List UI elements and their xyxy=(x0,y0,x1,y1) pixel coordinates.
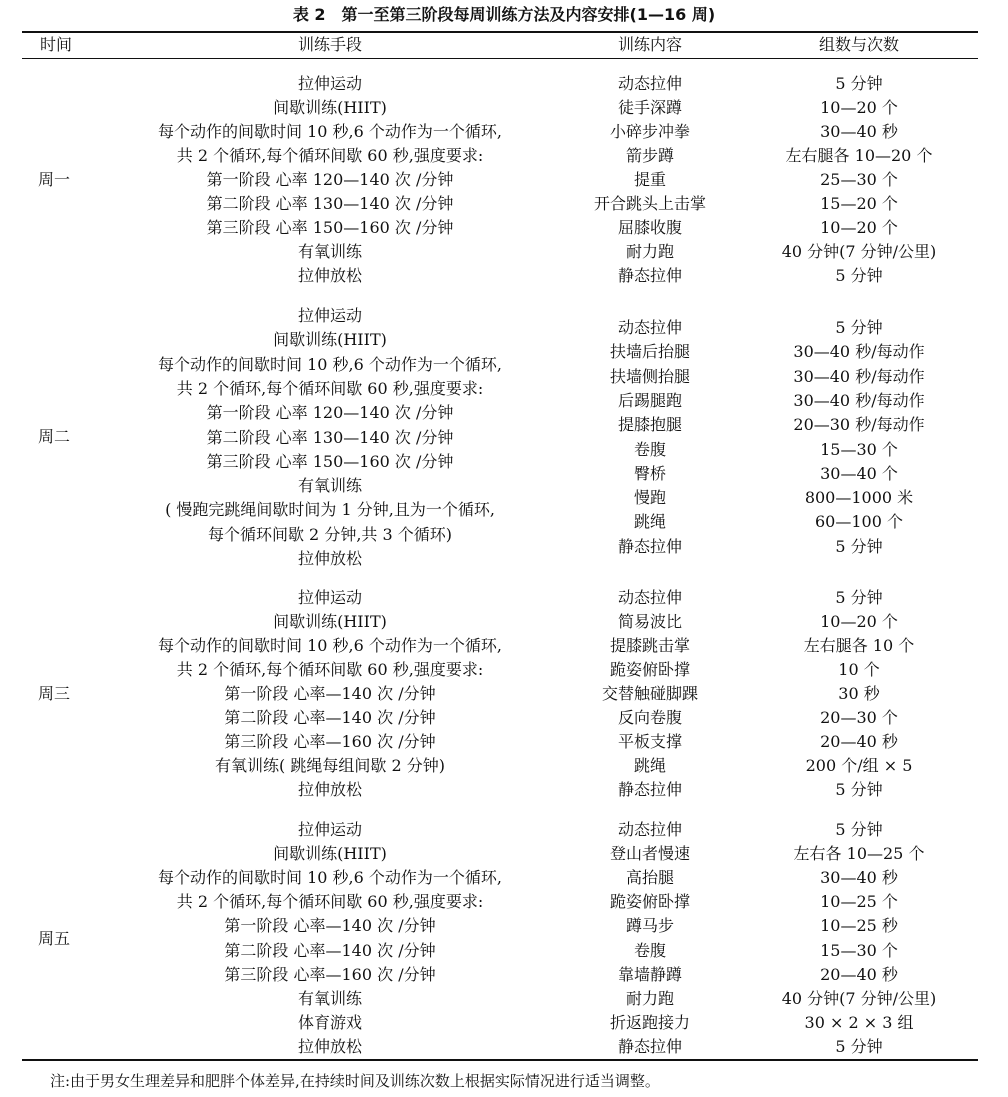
method-line: 每个动作的间歇时间 10 秒,6 个动作为一个循环, xyxy=(158,868,502,887)
method-line: 间歇训练(HIIT) xyxy=(273,330,387,349)
content-cell: 跳绳 xyxy=(633,512,666,531)
count-cell: 15—20 个 xyxy=(820,194,898,213)
method-line: 第三阶段 心率—160 次 /分钟 xyxy=(224,965,436,984)
count-cell: 30—40 秒 xyxy=(820,122,898,141)
content-cell: 靠墙静蹲 xyxy=(617,965,682,984)
count-cell: 5 分钟 xyxy=(835,1037,883,1056)
method-line: 间歇训练(HIIT) xyxy=(273,844,387,863)
table-caption: 表 2 第一至第三阶段每周训练方法及内容安排(1—16 周) xyxy=(292,5,716,24)
count-cell: 30—40 秒 xyxy=(820,868,898,887)
content-cell: 提重 xyxy=(633,170,666,189)
method-line: 有氧训练 xyxy=(297,476,362,495)
method-line: 有氧训练( 跳绳每组间歇 2 分钟) xyxy=(215,756,445,775)
count-cell: 40 分钟(7 分钟/公里) xyxy=(781,242,937,261)
method-line: 第三阶段 心率 150—160 次 /分钟 xyxy=(206,452,454,471)
content-cell: 扶墙后抬腿 xyxy=(609,342,690,361)
method-line: 第二阶段 心率—140 次 /分钟 xyxy=(224,941,436,960)
method-line: 每个动作的间歇时间 10 秒,6 个动作为一个循环, xyxy=(158,636,502,655)
count-cell: 30 秒 xyxy=(838,684,880,703)
method-line: 体育游戏 xyxy=(297,1013,362,1032)
count-cell: 30 × 2 × 3 组 xyxy=(804,1013,914,1032)
content-cell: 箭步蹲 xyxy=(625,146,674,165)
method-line: 每个动作的间歇时间 10 秒,6 个动作为一个循环, xyxy=(158,355,502,374)
count-cell: 10—25 个 xyxy=(820,892,898,911)
method-line: 共 2 个循环,每个循环间歇 60 秒,强度要求: xyxy=(176,146,484,165)
count-cell: 10—20 个 xyxy=(820,612,898,631)
content-cell: 小碎步冲拳 xyxy=(609,122,690,141)
count-cell: 30—40 秒/每动作 xyxy=(793,367,925,386)
content-cell: 静态拉伸 xyxy=(617,780,682,799)
content-cell: 屈膝收腹 xyxy=(617,218,682,237)
content-cell: 登山者慢速 xyxy=(609,844,690,863)
method-line: 第一阶段 心率—140 次 /分钟 xyxy=(224,916,436,935)
method-line: 每个动作的间歇时间 10 秒,6 个动作为一个循环, xyxy=(158,122,502,141)
content-cell: 慢跑 xyxy=(633,488,666,507)
content-cell: 静态拉伸 xyxy=(617,266,682,285)
content-cell: 提膝抱腿 xyxy=(617,415,682,434)
method-line: 拉伸放松 xyxy=(297,780,362,799)
count-cell: 10—20 个 xyxy=(820,98,898,117)
week-label: 周二 xyxy=(38,427,71,446)
method-line: 拉伸放松 xyxy=(297,1037,362,1056)
count-cell: 200 个/组 × 5 xyxy=(805,756,913,775)
count-cell: 15—30 个 xyxy=(820,941,898,960)
count-cell: 30—40 秒/每动作 xyxy=(793,391,925,410)
count-cell: 5 分钟 xyxy=(835,588,883,607)
content-cell: 动态拉伸 xyxy=(617,74,682,93)
method-line: 共 2 个循环,每个循环间歇 60 秒,强度要求: xyxy=(176,379,484,398)
content-cell: 开合跳头上击掌 xyxy=(593,194,706,213)
method-line: 有氧训练 xyxy=(297,989,362,1008)
content-cell: 跳绳 xyxy=(633,756,666,775)
count-cell: 5 分钟 xyxy=(835,780,883,799)
count-cell: 30—40 秒/每动作 xyxy=(793,342,925,361)
count-cell: 20—30 个 xyxy=(820,708,898,727)
content-cell: 卷腹 xyxy=(633,440,666,459)
content-cell: 交替触碰脚踝 xyxy=(601,684,698,703)
count-cell: 5 分钟 xyxy=(835,820,883,839)
method-line: 第二阶段 心率 130—140 次 /分钟 xyxy=(206,194,454,213)
method-line: 第三阶段 心率 150—160 次 /分钟 xyxy=(206,218,454,237)
count-cell: 25—30 个 xyxy=(820,170,898,189)
count-cell: 30—40 个 xyxy=(820,464,898,483)
content-cell: 平板支撑 xyxy=(617,732,682,751)
header-time: 时间 xyxy=(39,35,72,54)
method-line: 第三阶段 心率—160 次 /分钟 xyxy=(224,732,436,751)
count-cell: 40 分钟(7 分钟/公里) xyxy=(781,989,937,1008)
content-cell: 动态拉伸 xyxy=(617,588,682,607)
content-cell: 跪姿俯卧撑 xyxy=(609,892,690,911)
method-line: 第二阶段 心率—140 次 /分钟 xyxy=(224,708,436,727)
count-cell: 左右各 10—25 个 xyxy=(793,844,925,863)
method-line: 共 2 个循环,每个循环间歇 60 秒,强度要求: xyxy=(176,660,484,679)
count-cell: 20—40 秒 xyxy=(820,732,898,751)
count-cell: 20—40 秒 xyxy=(820,965,898,984)
method-line: 第一阶段 心率—140 次 /分钟 xyxy=(224,684,436,703)
count-cell: 5 分钟 xyxy=(835,318,883,337)
content-cell: 动态拉伸 xyxy=(617,820,682,839)
count-cell: 15—30 个 xyxy=(820,440,898,459)
content-cell: 扶墙侧抬腿 xyxy=(609,367,690,386)
content-cell: 蹲马步 xyxy=(625,916,674,935)
method-line: 第一阶段 心率 120—140 次 /分钟 xyxy=(206,403,454,422)
count-cell: 5 分钟 xyxy=(835,74,883,93)
count-cell: 10—25 秒 xyxy=(820,916,898,935)
content-cell: 耐力跑 xyxy=(625,242,674,261)
content-cell: 卷腹 xyxy=(633,941,666,960)
week-label: 周五 xyxy=(38,929,71,948)
method-line: 间歇训练(HIIT) xyxy=(273,98,387,117)
count-cell: 左右腿各 10—20 个 xyxy=(785,146,933,165)
method-line: 间歇训练(HIIT) xyxy=(273,612,387,631)
header-content: 训练内容 xyxy=(617,35,682,54)
content-cell: 简易波比 xyxy=(617,612,682,631)
count-cell: 60—100 个 xyxy=(815,512,903,531)
content-cell: 高抬腿 xyxy=(625,868,674,887)
count-cell: 5 分钟 xyxy=(835,537,883,556)
content-cell: 耐力跑 xyxy=(625,989,674,1008)
count-cell: 10—20 个 xyxy=(820,218,898,237)
content-cell: 静态拉伸 xyxy=(617,1037,682,1056)
method-line: 拉伸运动 xyxy=(297,588,362,607)
content-cell: 动态拉伸 xyxy=(617,318,682,337)
method-line: 共 2 个循环,每个循环间歇 60 秒,强度要求: xyxy=(176,892,484,911)
content-cell: 提膝跳击掌 xyxy=(609,636,690,655)
week-label: 周一 xyxy=(38,170,71,189)
header-count: 组数与次数 xyxy=(818,35,899,54)
method-line: 有氧训练 xyxy=(297,242,362,261)
content-cell: 反向卷腹 xyxy=(617,708,682,727)
content-cell: 徒手深蹲 xyxy=(617,98,682,117)
method-line: 每个循环间歇 2 分钟,共 3 个循环) xyxy=(207,525,453,544)
count-cell: 800—1000 米 xyxy=(804,488,914,507)
content-cell: 静态拉伸 xyxy=(617,537,682,556)
table-note: 注:由于男女生理差异和肥胖个体差异,在持续时间及训练次数上根据实际情况进行适当调整。 xyxy=(50,1072,660,1090)
method-line: 拉伸运动 xyxy=(297,820,362,839)
method-line: 拉伸放松 xyxy=(297,266,362,285)
method-line: 拉伸运动 xyxy=(297,306,362,325)
count-cell: 10 个 xyxy=(838,660,880,679)
method-line: ( 慢跑完跳绳间歇时间为 1 分钟,且为一个循环, xyxy=(165,500,495,519)
count-cell: 20—30 秒/每动作 xyxy=(793,415,925,434)
method-line: 拉伸放松 xyxy=(297,549,362,568)
header-method: 训练手段 xyxy=(297,35,362,54)
week-label: 周三 xyxy=(38,684,71,703)
content-cell: 臀桥 xyxy=(633,464,666,483)
count-cell: 左右腿各 10 个 xyxy=(803,636,915,655)
method-line: 拉伸运动 xyxy=(297,74,362,93)
count-cell: 5 分钟 xyxy=(835,266,883,285)
content-cell: 后踢腿跑 xyxy=(617,391,682,410)
content-cell: 跪姿俯卧撑 xyxy=(609,660,690,679)
method-line: 第二阶段 心率 130—140 次 /分钟 xyxy=(206,428,454,447)
content-cell: 折返跑接力 xyxy=(609,1013,690,1032)
method-line: 第一阶段 心率 120—140 次 /分钟 xyxy=(206,170,454,189)
